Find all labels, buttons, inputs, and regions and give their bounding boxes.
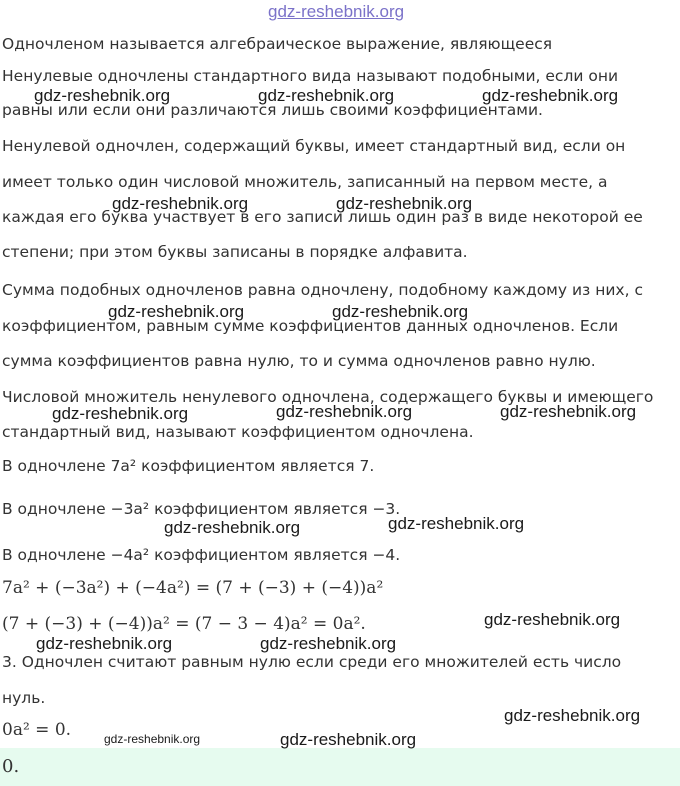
text-line: нуль.	[2, 689, 46, 707]
watermark: gdz-reshebnik.org	[388, 514, 525, 533]
watermark: gdz-reshebnik.org	[500, 402, 637, 421]
text-line: Сумма подобных одночленов равна одночлену, подобному каждому из них, с	[2, 281, 643, 299]
answer-text: 0.	[2, 756, 20, 777]
text-line: каждая его буква участвует в его записи лишь один раз в виде некоторой ее	[2, 208, 643, 226]
text-line: Числовой множитель ненулевого одночлена, содержащего буквы и имеющего	[2, 388, 654, 406]
equation-line: (7 + (−3) + (−4))a² = (7 − 3 − 4)a² = 0a².	[2, 614, 366, 634]
text-line: коэффициентом, равным сумме коэффициентов данных одночленов. Если	[2, 317, 619, 335]
watermark: gdz-reshebnik.org	[484, 610, 621, 629]
watermark: gdz-reshebnik.org	[112, 194, 249, 213]
watermark: gdz-reshebnik.org	[164, 518, 301, 537]
watermark: gdz-reshebnik.org	[504, 706, 641, 725]
text-line: Ненулевые одночлены стандартного вида называют подобными, если они	[2, 67, 619, 85]
watermark: gdz-reshebnik.org	[280, 730, 417, 749]
text-line: 3. Одночлен считают равным нулю если среди его множителей есть число	[2, 653, 622, 671]
equation-line: 0a² = 0.	[2, 720, 72, 740]
watermark: gdz-reshebnik.org	[108, 302, 245, 321]
text-line: Одночленом называется алгебраическое выражение, являющееся	[2, 35, 553, 53]
watermark: gdz-reshebnik.org	[36, 634, 173, 653]
text-line: В одночлене −4a² коэффициентом является −4.	[2, 546, 401, 564]
watermark: gdz-reshebnik.org	[336, 194, 473, 213]
answer-box	[0, 748, 680, 786]
text-line: степени; при этом буквы записаны в порядке алфавита.	[2, 243, 468, 261]
watermark: gdz-reshebnik.org	[52, 404, 189, 423]
text-line: В одночлене 7a² коэффициентом является 7.	[2, 457, 375, 475]
watermark: gdz-reshebnik.org	[482, 86, 619, 105]
text-line: сумма коэффициентов равна нулю, то и сумма одночленов равно нулю.	[2, 352, 596, 370]
equation-line: 7a² + (−3a²) + (−4a²) = (7 + (−3) + (−4))a²	[2, 578, 384, 598]
text-line: Ненулевой одночлен, содержащий буквы, имеет стандартный вид, если он	[2, 137, 626, 155]
text-line: стандартный вид, называют коэффициентом одночлена.	[2, 423, 474, 441]
watermark: gdz-reshebnik.org	[34, 86, 171, 105]
watermark-link[interactable]: gdz-reshebnik.org	[268, 2, 405, 21]
watermark: gdz-reshebnik.org	[276, 402, 413, 421]
watermark: gdz-reshebnik.org	[258, 86, 395, 105]
text-line: имеет только один числовой множитель, записанный на первом месте, а	[2, 173, 608, 191]
watermark: gdz-reshebnik.org	[260, 634, 397, 653]
watermark: gdz-reshebnik.org	[332, 302, 469, 321]
text-line: равны или если они различаются лишь своими коэффициентами.	[2, 101, 543, 119]
text-line: В одночлене −3a² коэффициентом является −3.	[2, 500, 401, 518]
watermark: gdz-reshebnik.org	[104, 732, 201, 746]
